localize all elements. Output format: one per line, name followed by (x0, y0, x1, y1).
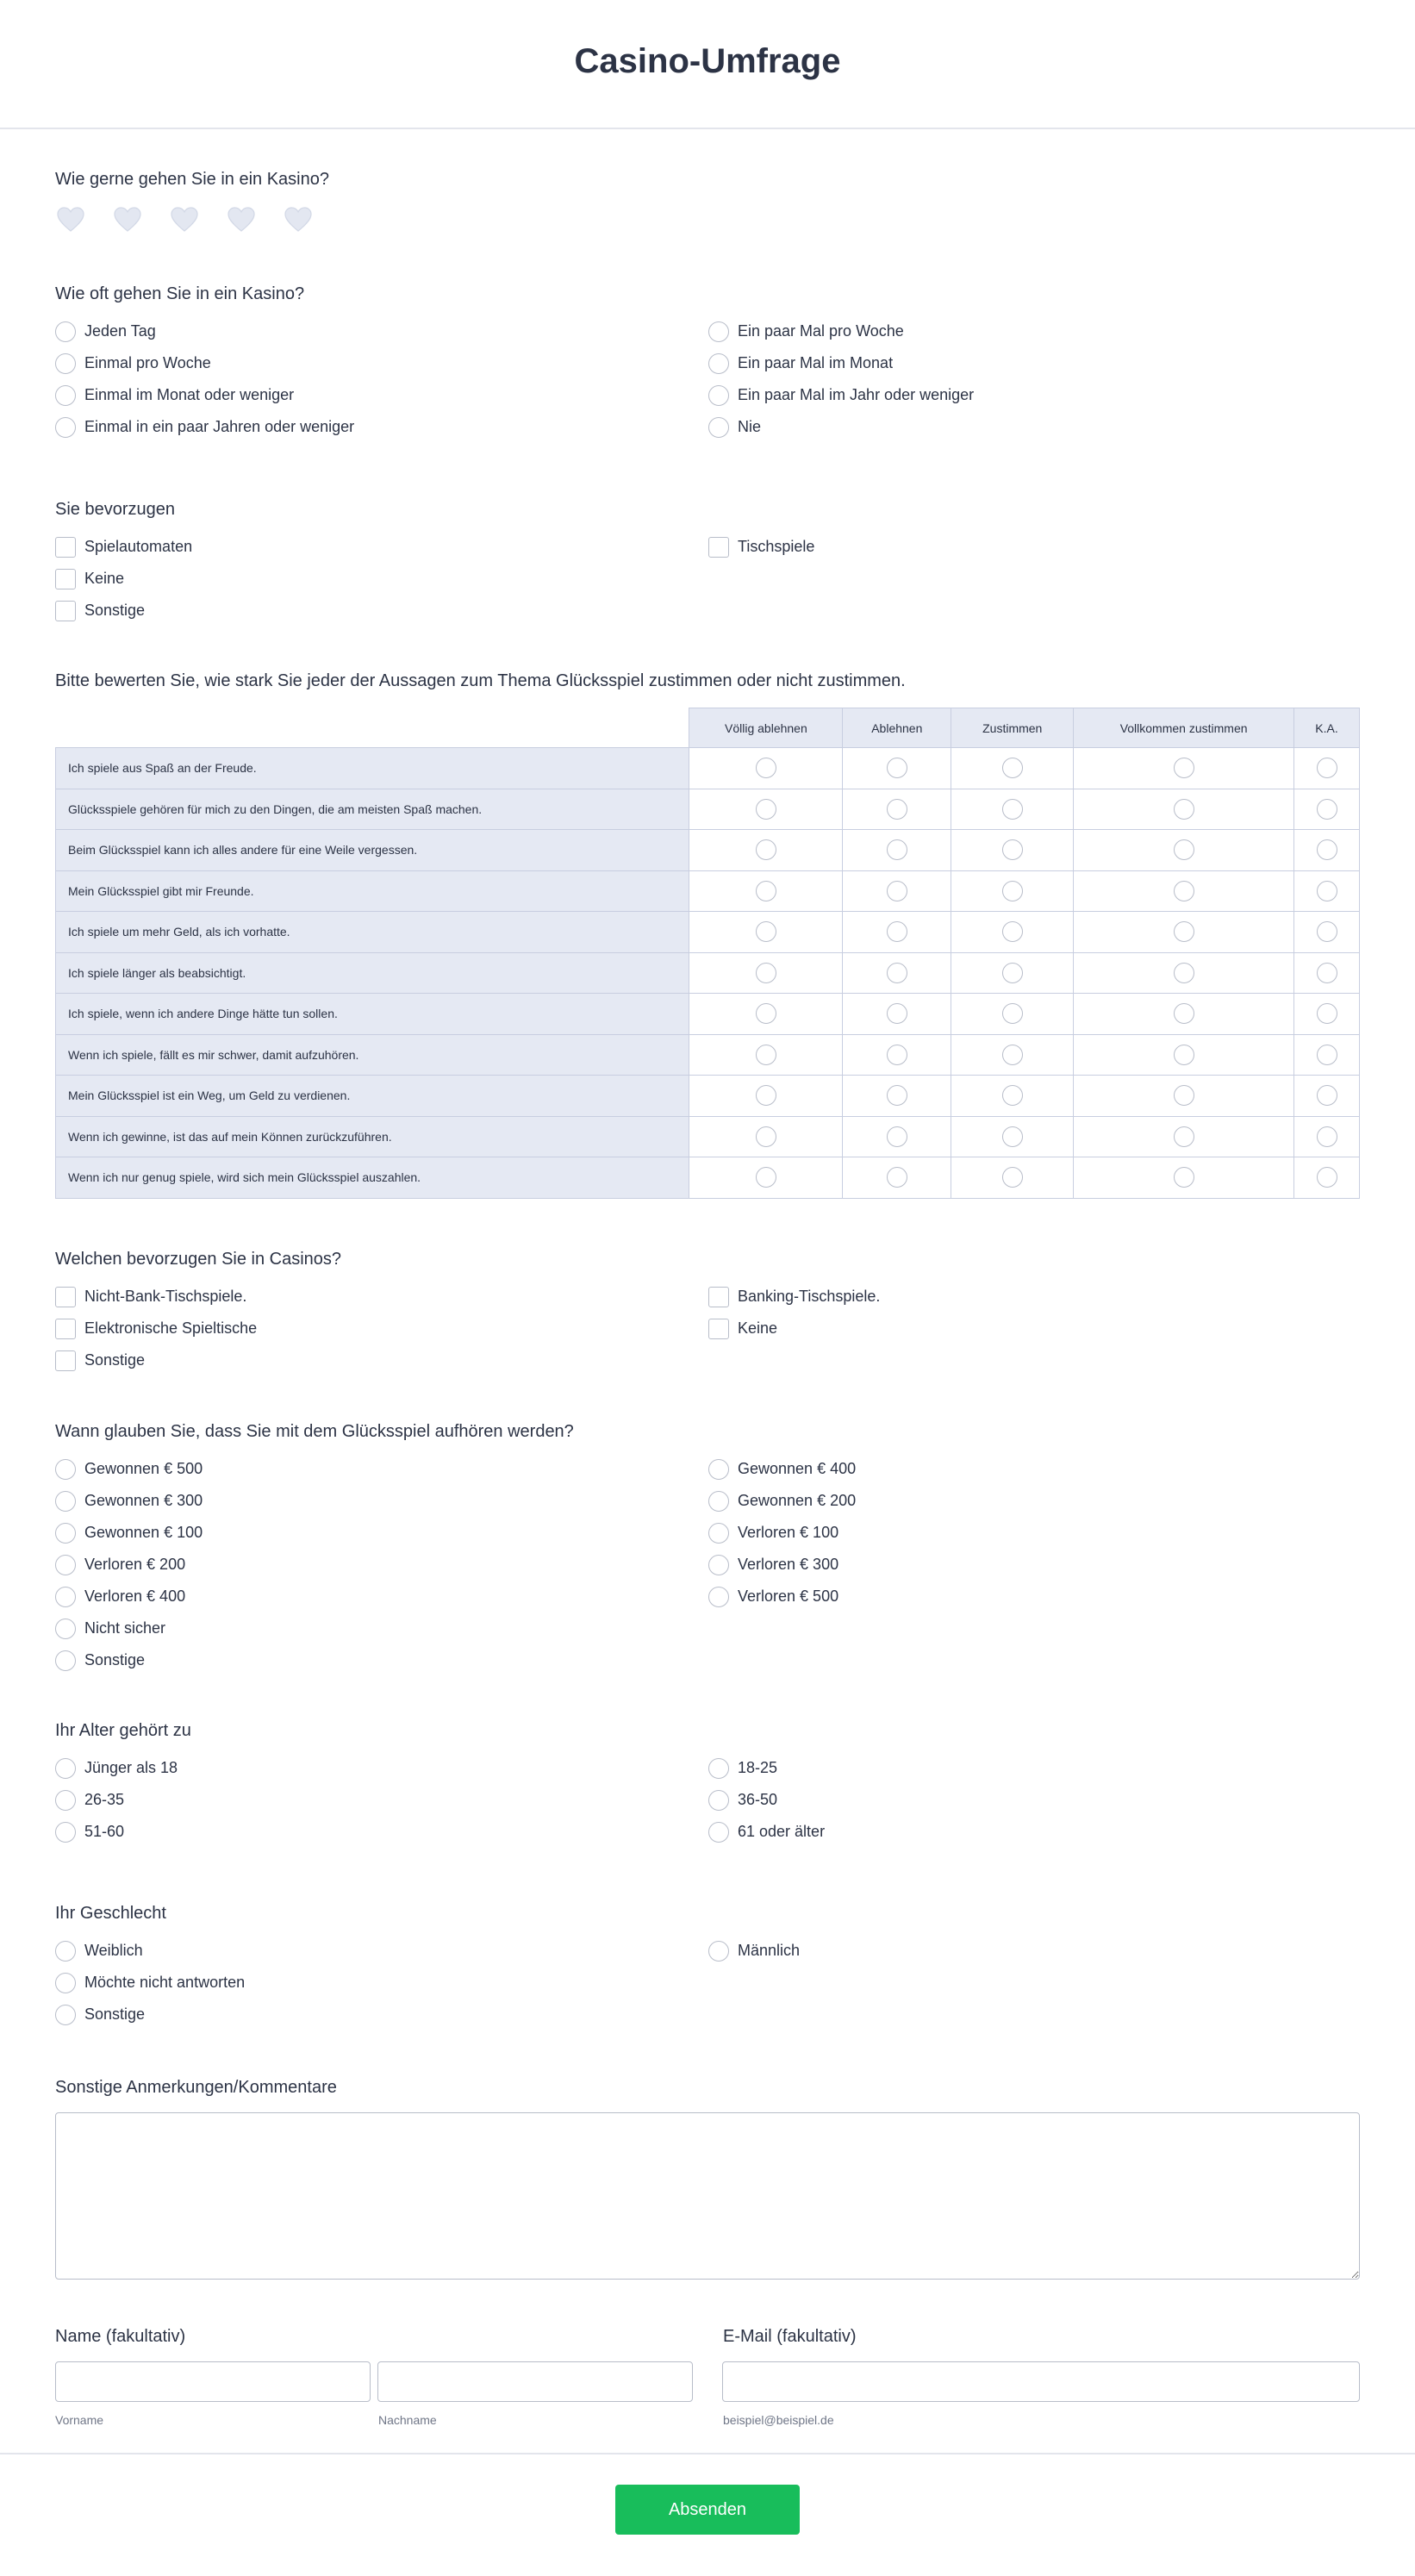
matrix-radio[interactable] (887, 1085, 907, 1106)
option-label: Ein paar Mal im Jahr oder weniger (738, 386, 975, 403)
matrix-row-label: Ich spiele, wenn ich andere Dinge hätte tun sollen. (56, 994, 689, 1035)
matrix-row (56, 1157, 1360, 1199)
radio-option[interactable] (55, 1816, 708, 1848)
checkbox-option[interactable] (708, 1313, 1360, 1344)
heart-icon[interactable] (171, 207, 198, 233)
option-label: 36-50 (738, 1791, 778, 1808)
matrix-row-label: Mein Glücksspiel gibt mir Freunde. (56, 870, 689, 912)
matrix-radio[interactable] (1317, 1045, 1337, 1065)
matrix-radio[interactable] (1174, 1045, 1194, 1065)
radio-option[interactable] (708, 411, 1360, 443)
radio-option[interactable] (708, 1485, 1360, 1517)
option-label: Ein paar Mal im Monat (738, 354, 894, 371)
matrix-row (56, 789, 1360, 830)
checkbox-option[interactable] (55, 563, 708, 595)
matrix-question (55, 671, 1360, 1199)
checkbox-option[interactable] (708, 1281, 1360, 1313)
last-name-sublabel: Nachname (378, 2413, 437, 2427)
radio-option[interactable] (55, 1644, 708, 1676)
matrix-table (55, 708, 1360, 1199)
radio-option[interactable] (55, 1967, 708, 1999)
checkbox-box[interactable] (55, 601, 76, 621)
matrix-radio[interactable] (1002, 1085, 1023, 1106)
checkbox-option[interactable] (55, 531, 708, 563)
matrix-row-label: Ich spiele länger als beabsichtigt. (56, 952, 689, 994)
option-label: Spielautomaten (84, 538, 193, 555)
option-label: 18-25 (738, 1759, 778, 1776)
checkbox-option[interactable] (708, 531, 1360, 563)
option-label: Verloren € 500 (738, 1587, 839, 1605)
matrix-radio[interactable] (756, 1003, 776, 1024)
option-label: Sonstige (84, 1651, 146, 1668)
radio-option[interactable] (55, 1581, 708, 1612)
matrix-column-header: Völlig ablehnen (689, 708, 843, 748)
option-label: Sonstige (84, 1351, 146, 1369)
matrix-row (56, 994, 1360, 1035)
radio-circle[interactable] (55, 417, 76, 438)
checkbox-box[interactable] (708, 1287, 729, 1307)
matrix-radio[interactable] (1174, 799, 1194, 820)
matrix-radio[interactable] (1002, 921, 1023, 942)
matrix-radio[interactable] (887, 1003, 907, 1024)
option-label: 26-35 (84, 1791, 125, 1808)
heart-icon[interactable] (228, 207, 255, 233)
heart-rating[interactable] (55, 207, 1360, 233)
matrix-radio[interactable] (1002, 1003, 1023, 1024)
option-label: Einmal im Monat oder weniger (84, 386, 295, 403)
question-label: Welchen bevorzugen Sie in Casinos? (55, 1250, 342, 1269)
radio-option[interactable] (55, 379, 708, 411)
first-name-input[interactable] (55, 2361, 371, 2402)
matrix-radio[interactable] (1317, 881, 1337, 901)
stop-question (55, 1422, 1360, 1676)
radio-option[interactable] (55, 1517, 708, 1549)
matrix-row (56, 1116, 1360, 1157)
option-label: Keine (84, 570, 125, 587)
matrix-row-label: Wenn ich gewinne, ist das auf mein Können zurückzuführen. (56, 1116, 689, 1157)
matrix-row (56, 870, 1360, 912)
radio-circle[interactable] (55, 1973, 76, 1993)
form-header (0, 0, 1415, 129)
option-label: Weiblich (84, 1942, 143, 1959)
option-label: Einmal pro Woche (84, 354, 211, 371)
matrix-row-label: Beim Glücksspiel kann ich alles andere für eine Weile vergessen. (56, 830, 689, 871)
matrix-radio[interactable] (1317, 839, 1337, 860)
checkbox-option[interactable] (55, 595, 708, 627)
matrix-column-header: K.A. (1294, 708, 1360, 748)
matrix-radio[interactable] (756, 921, 776, 942)
email-label: E-Mail (fakultativ) (723, 2327, 857, 2346)
matrix-radio[interactable] (1317, 758, 1337, 778)
prefer-question (55, 500, 1360, 627)
option-label: Verloren € 100 (738, 1524, 839, 1541)
email-sublabel: beispiel@beispiel.de (723, 2413, 834, 2427)
form-footer (0, 2453, 1415, 2576)
first-name-sublabel: Vorname (55, 2413, 104, 2427)
radio-option[interactable] (708, 315, 1360, 347)
matrix-radio[interactable] (887, 881, 907, 901)
matrix-radio[interactable] (887, 1126, 907, 1147)
radio-option[interactable] (55, 347, 708, 379)
heart-icon[interactable] (57, 207, 84, 233)
heart-icon[interactable] (114, 207, 141, 233)
matrix-row-label: Ich spiele aus Spaß an der Freude. (56, 748, 689, 789)
option-label: Nicht-Bank-Tischspiele. (84, 1288, 247, 1305)
matrix-radio[interactable] (1174, 881, 1194, 901)
matrix-radio[interactable] (1317, 1167, 1337, 1188)
question-label: Sonstige Anmerkungen/Kommentare (55, 2078, 337, 2097)
matrix-radio[interactable] (756, 1126, 776, 1147)
option-label: Gewonnen € 500 (84, 1460, 203, 1477)
radio-option[interactable] (708, 347, 1360, 379)
checkbox-box[interactable] (708, 1319, 729, 1339)
radio-option[interactable] (708, 1784, 1360, 1816)
matrix-radio[interactable] (1317, 799, 1337, 820)
matrix-radio[interactable] (756, 963, 776, 983)
radio-option[interactable] (708, 379, 1360, 411)
option-label: Jünger als 18 (84, 1759, 178, 1776)
radio-option[interactable] (55, 411, 708, 443)
matrix-radio[interactable] (756, 1167, 776, 1188)
question-label: Wie oft gehen Sie in ein Kasino? (55, 284, 305, 303)
matrix-radio[interactable] (1002, 881, 1023, 901)
heart-icon[interactable] (284, 207, 312, 233)
email-input[interactable] (722, 2361, 1360, 2402)
matrix-radio[interactable] (1317, 1085, 1337, 1106)
radio-option[interactable] (55, 1485, 708, 1517)
matrix-radio[interactable] (756, 1045, 776, 1065)
radio-circle[interactable] (708, 353, 729, 374)
comments-question (55, 2078, 1360, 2284)
radio-option[interactable] (708, 1549, 1360, 1581)
gender-question (55, 1904, 1360, 2030)
question-label: Sie bevorzugen (55, 500, 175, 519)
checkbox-box[interactable] (55, 1319, 76, 1339)
matrix-radio[interactable] (887, 1045, 907, 1065)
matrix-radio[interactable] (1002, 963, 1023, 983)
option-label: Ein paar Mal pro Woche (738, 322, 904, 340)
radio-option[interactable] (708, 1517, 1360, 1549)
matrix-radio[interactable] (1317, 921, 1337, 942)
form-title: Casino-Umfrage (574, 42, 841, 80)
matrix-row (56, 1034, 1360, 1076)
checkbox-option[interactable] (55, 1281, 708, 1313)
radio-circle[interactable] (708, 1941, 729, 1962)
radio-option[interactable] (708, 1816, 1360, 1848)
question-label: Wann glauben Sie, dass Sie mit dem Glücksspiel aufhören werden? (55, 1422, 574, 1441)
matrix-radio[interactable] (1174, 758, 1194, 778)
radio-option[interactable] (55, 1999, 708, 2030)
matrix-radio[interactable] (1002, 758, 1023, 778)
matrix-row (56, 830, 1360, 871)
matrix-radio[interactable] (1174, 1085, 1194, 1106)
option-label: Gewonnen € 400 (738, 1460, 857, 1477)
matrix-radio[interactable] (1317, 963, 1337, 983)
radio-option[interactable] (708, 1935, 1360, 1967)
matrix-radio[interactable] (1002, 1167, 1023, 1188)
radio-circle[interactable] (55, 1758, 76, 1779)
option-label: Elektronische Spieltische (84, 1319, 258, 1337)
matrix-radio[interactable] (1174, 921, 1194, 942)
matrix-row-label: Glücksspiele gehören für mich zu den Dingen, die am meisten Spaß machen. (56, 789, 689, 830)
matrix-column-header: Ablehnen (843, 708, 951, 748)
matrix-radio[interactable] (756, 1085, 776, 1106)
matrix-row (56, 912, 1360, 953)
rating-question (55, 170, 1360, 233)
option-label: Gewonnen € 300 (84, 1492, 203, 1509)
option-label: Keine (738, 1319, 778, 1337)
matrix-radio[interactable] (1174, 1126, 1194, 1147)
option-label: 51-60 (84, 1823, 125, 1840)
submit-button[interactable]: Absenden (615, 2485, 800, 2535)
radio-circle[interactable] (708, 1587, 729, 1607)
radio-circle[interactable] (55, 321, 76, 342)
radio-circle[interactable] (708, 1790, 729, 1811)
matrix-radio[interactable] (1174, 963, 1194, 983)
radio-circle[interactable] (55, 1459, 76, 1480)
matrix-radio[interactable] (887, 758, 907, 778)
matrix-corner (56, 708, 689, 748)
radio-circle[interactable] (55, 1555, 76, 1575)
option-label: Verloren € 400 (84, 1587, 186, 1605)
radio-option[interactable] (55, 1612, 708, 1644)
checkbox-option[interactable] (55, 1344, 708, 1376)
matrix-row-label: Ich spiele um mehr Geld, als ich vorhatte. (56, 912, 689, 953)
radio-circle[interactable] (55, 1523, 76, 1544)
matrix-row-label: Wenn ich spiele, fällt es mir schwer, damit aufzuhören. (56, 1034, 689, 1076)
option-label: 61 oder älter (738, 1823, 826, 1840)
radio-circle[interactable] (708, 1555, 729, 1575)
option-label: Sonstige (84, 602, 146, 619)
option-label: Nicht sicher (84, 1619, 166, 1637)
comments-textarea[interactable] (55, 2112, 1360, 2280)
radio-circle[interactable] (708, 1459, 729, 1480)
checkbox-box[interactable] (55, 569, 76, 589)
option-label: Gewonnen € 200 (738, 1492, 857, 1509)
radio-circle[interactable] (55, 1822, 76, 1843)
matrix-radio[interactable] (1002, 1126, 1023, 1147)
radio-option[interactable] (708, 1453, 1360, 1485)
radio-circle[interactable] (55, 2005, 76, 2025)
radio-circle[interactable] (55, 385, 76, 406)
radio-circle[interactable] (708, 1523, 729, 1544)
matrix-radio[interactable] (887, 799, 907, 820)
option-label: Tischspiele (738, 538, 815, 555)
question-label: Ihr Geschlecht (55, 1904, 166, 1923)
option-label: Männlich (738, 1942, 801, 1959)
checkbox-box[interactable] (55, 1350, 76, 1371)
option-label: Banking-Tischspiele. (738, 1288, 881, 1305)
matrix-radio[interactable] (1002, 839, 1023, 860)
radio-circle[interactable] (55, 1587, 76, 1607)
option-label: Jeden Tag (84, 322, 156, 340)
matrix-radio[interactable] (756, 881, 776, 901)
radio-option[interactable] (55, 1935, 708, 1967)
matrix-radio[interactable] (1174, 1003, 1194, 1024)
option-label: Verloren € 300 (738, 1556, 839, 1573)
checkbox-box[interactable] (55, 537, 76, 558)
question-label: Bitte bewerten Sie, wie stark Sie jeder der Aussagen zum Thema Glücksspiel zustimmen oder nicht zustimmen. (55, 671, 906, 690)
radio-circle[interactable] (708, 1822, 729, 1843)
radio-circle[interactable] (708, 417, 729, 438)
option-label: Verloren € 200 (84, 1556, 186, 1573)
last-name-input[interactable] (377, 2361, 693, 2402)
radio-option[interactable] (55, 1752, 708, 1784)
matrix-row (56, 748, 1360, 789)
matrix-radio[interactable] (756, 758, 776, 778)
matrix-row-label: Mein Glücksspiel ist ein Weg, um Geld zu verdienen. (56, 1076, 689, 1117)
matrix-radio[interactable] (1174, 839, 1194, 860)
matrix-radio[interactable] (887, 963, 907, 983)
radio-option[interactable] (55, 1549, 708, 1581)
matrix-radio[interactable] (1002, 799, 1023, 820)
radio-circle[interactable] (55, 1650, 76, 1671)
matrix-radio[interactable] (756, 799, 776, 820)
matrix-radio[interactable] (1317, 1003, 1337, 1024)
radio-circle[interactable] (55, 1790, 76, 1811)
radio-option[interactable] (55, 1784, 708, 1816)
radio-circle[interactable] (55, 1491, 76, 1512)
matrix-radio[interactable] (1002, 1045, 1023, 1065)
matrix-row (56, 1076, 1360, 1117)
matrix-row (56, 952, 1360, 994)
radio-option[interactable] (708, 1752, 1360, 1784)
option-label: Gewonnen € 100 (84, 1524, 203, 1541)
radio-option[interactable] (55, 315, 708, 347)
question-label: Ihr Alter gehört zu (55, 1721, 191, 1740)
matrix-column-header: Zustimmen (951, 708, 1074, 748)
casino-games-question (55, 1250, 1360, 1376)
radio-circle[interactable] (708, 385, 729, 406)
radio-circle[interactable] (55, 1619, 76, 1639)
option-label: Einmal in ein paar Jahren oder weniger (84, 418, 355, 435)
radio-option[interactable] (708, 1581, 1360, 1612)
checkbox-box[interactable] (708, 537, 729, 558)
radio-option[interactable] (55, 1453, 708, 1485)
option-label: Möchte nicht antworten (84, 1974, 246, 1991)
radio-circle[interactable] (708, 1491, 729, 1512)
name-label: Name (fakultativ) (55, 2327, 186, 2346)
matrix-radio[interactable] (887, 921, 907, 942)
matrix-radio[interactable] (887, 839, 907, 860)
option-label: Sonstige (84, 2005, 146, 2023)
matrix-radio[interactable] (1317, 1126, 1337, 1147)
matrix-radio[interactable] (887, 1167, 907, 1188)
radio-circle[interactable] (55, 353, 76, 374)
checkbox-option[interactable] (55, 1313, 708, 1344)
matrix-radio[interactable] (756, 839, 776, 860)
matrix-column-header: Vollkommen zustimmen (1074, 708, 1294, 748)
checkbox-box[interactable] (55, 1287, 76, 1307)
radio-circle[interactable] (55, 1941, 76, 1962)
matrix-row-label: Wenn ich nur genug spiele, wird sich mein Glücksspiel auszahlen. (56, 1157, 689, 1199)
matrix-radio[interactable] (1174, 1167, 1194, 1188)
frequency-question (55, 284, 1360, 443)
radio-circle[interactable] (708, 1758, 729, 1779)
radio-circle[interactable] (708, 321, 729, 342)
question-label: Wie gerne gehen Sie in ein Kasino? (55, 170, 329, 189)
option-label: Nie (738, 418, 762, 435)
age-question (55, 1721, 1360, 1848)
